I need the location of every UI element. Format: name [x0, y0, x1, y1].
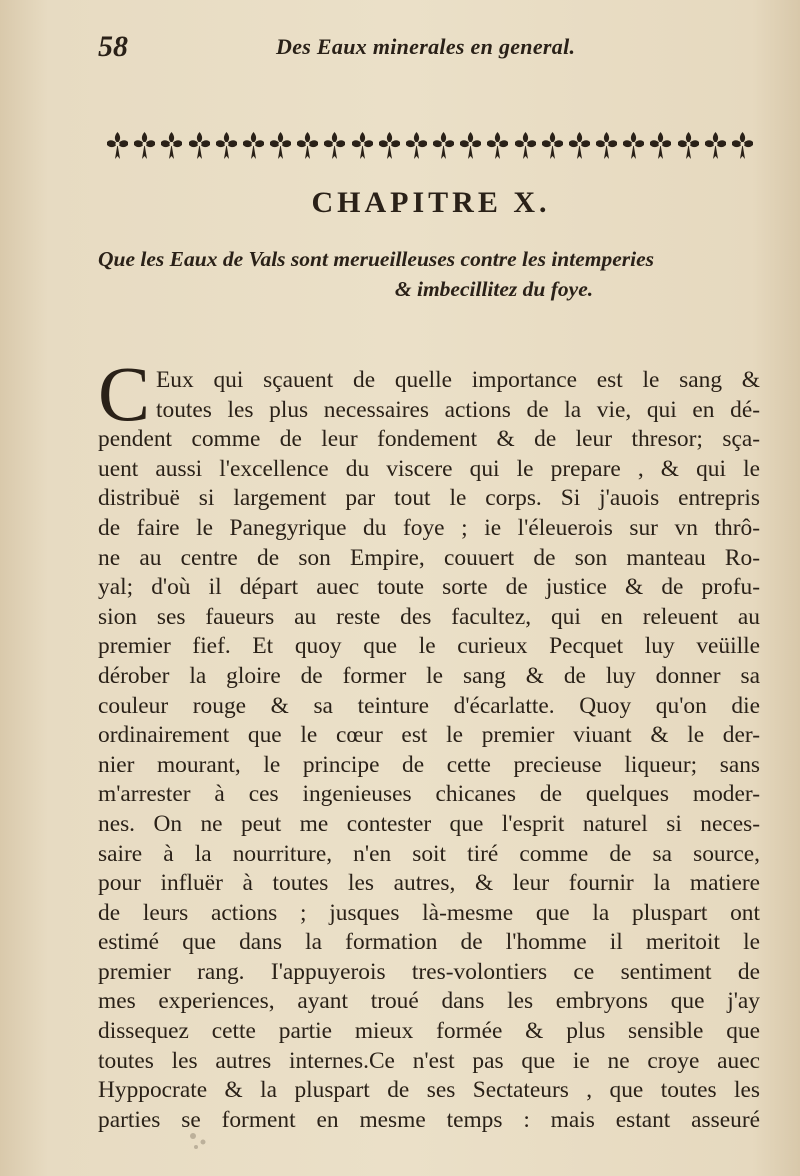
ornament-band — [105, 128, 755, 164]
fleuron-icon — [187, 130, 212, 162]
fleuron-icon — [648, 130, 673, 162]
drop-cap: C — [98, 350, 151, 437]
body-line: premier rang. I'appuyerois tres-volontiers ce sentiment de — [98, 958, 760, 985]
chapter-subtitle — [98, 244, 760, 304]
page-header — [98, 30, 748, 70]
body-line: premier fief. Et quoy que le curieux Pecquet luy veüille — [98, 633, 760, 660]
fleuron-icon — [594, 130, 619, 162]
fleuron-icon — [295, 130, 320, 162]
body-line: Hyppocrate & la pluspart de ses Sectateurs , que toutes les — [98, 1077, 760, 1104]
body-line: dissequez cette partie mieux formée & plus sensible que — [98, 1018, 760, 1045]
body-line: de faire le Panegyrique du foye ; ie l'éleuerois sur vn thrô- — [98, 514, 760, 541]
fleuron-icon — [513, 130, 538, 162]
fleuron-icon — [268, 130, 293, 162]
body-text — [98, 366, 760, 1135]
fleuron-icon — [404, 130, 429, 162]
fleuron-icon — [540, 130, 565, 162]
fleuron-icon — [159, 130, 184, 162]
fleuron-icon — [567, 130, 592, 162]
body-line: distribuë si largement par tout le corps. Si j'auois entrepris — [98, 485, 760, 512]
subtitle-line-2: & imbecillitez du foye. — [394, 277, 594, 301]
body-line: yal; d'où il départ auec toute sorte de justice & de profu- — [98, 574, 760, 601]
body-line: uent aussi l'excellence du viscere qui le prepare , & qui le — [98, 455, 760, 482]
body-line: couleur rouge & sa teinture d'écarlatte. Quoy qu'on die — [98, 692, 760, 719]
fleuron-icon — [431, 130, 456, 162]
running-head: Des Eaux minerales en general. — [276, 34, 576, 59]
body-line: toutes les autres internes.Ce n'est pas que ie ne croye auec — [98, 1047, 760, 1074]
subtitle-line-1: Que les Eaux de Vals sont merueilleuses contre les intemperies — [98, 247, 655, 271]
fleuron-icon — [214, 130, 239, 162]
fleuron-icon — [485, 130, 510, 162]
fleuron-icon — [105, 130, 130, 162]
body-line: de leurs actions ; jusques là-mesme que la pluspart ont — [98, 899, 760, 926]
body-line: toutes les plus necessaires actions de la vie, qui en dé- — [156, 396, 760, 423]
fleuron-icon — [350, 130, 375, 162]
body-line: ordinairement que le cœur est le premier viuant & le der- — [98, 722, 760, 749]
fleuron-icon — [322, 130, 347, 162]
body-line: Eux qui sçauent de quelle importance est le sang & — [156, 367, 760, 393]
fleuron-icon — [458, 130, 483, 162]
fleuron-icon — [621, 130, 646, 162]
body-line: sion ses faueurs au reste des facultez, qui en releuent au — [98, 603, 760, 630]
body-line: ne au centre de son Empire, couuert de son manteau Ro- — [98, 544, 760, 571]
body-line: mes experiences, ayant troué dans les embryons que j'ay — [98, 988, 760, 1015]
body-line: nes. On ne peut me contester que l'esprit naturel si neces- — [98, 810, 760, 837]
chapter-title: CHAPITRE X. — [311, 186, 551, 219]
fleuron-icon — [730, 130, 755, 162]
ink-smudge-icon — [185, 1128, 215, 1154]
body-line: dérober la gloire de former le sang & de luy donner sa — [98, 662, 760, 689]
body-line: estimé que dans la formation de l'homme il meritoit le — [98, 929, 760, 956]
fleuron-icon — [132, 130, 157, 162]
body-line: saire à la nourriture, n'en soit tiré comme de sa source, — [98, 840, 760, 867]
body-line: pour influër à toutes les autres, & leur fournir la matiere — [98, 870, 760, 897]
page-number: 58 — [98, 30, 128, 63]
fleuron-icon — [241, 130, 266, 162]
fleuron-icon — [676, 130, 701, 162]
fleuron-icon — [377, 130, 402, 162]
body-line: m'arrester à ces ingenieuses chicanes de quelques moder- — [98, 781, 760, 808]
body-line: pendent comme de leur fondement & de leur thresor; sça- — [98, 426, 760, 453]
body-line: nier mourant, le principe de cette precieuse liqueur; sans — [98, 751, 760, 778]
fleuron-icon — [703, 130, 728, 162]
body-line: parties se forment en mesme temps : mais estant asseuré — [98, 1106, 760, 1133]
